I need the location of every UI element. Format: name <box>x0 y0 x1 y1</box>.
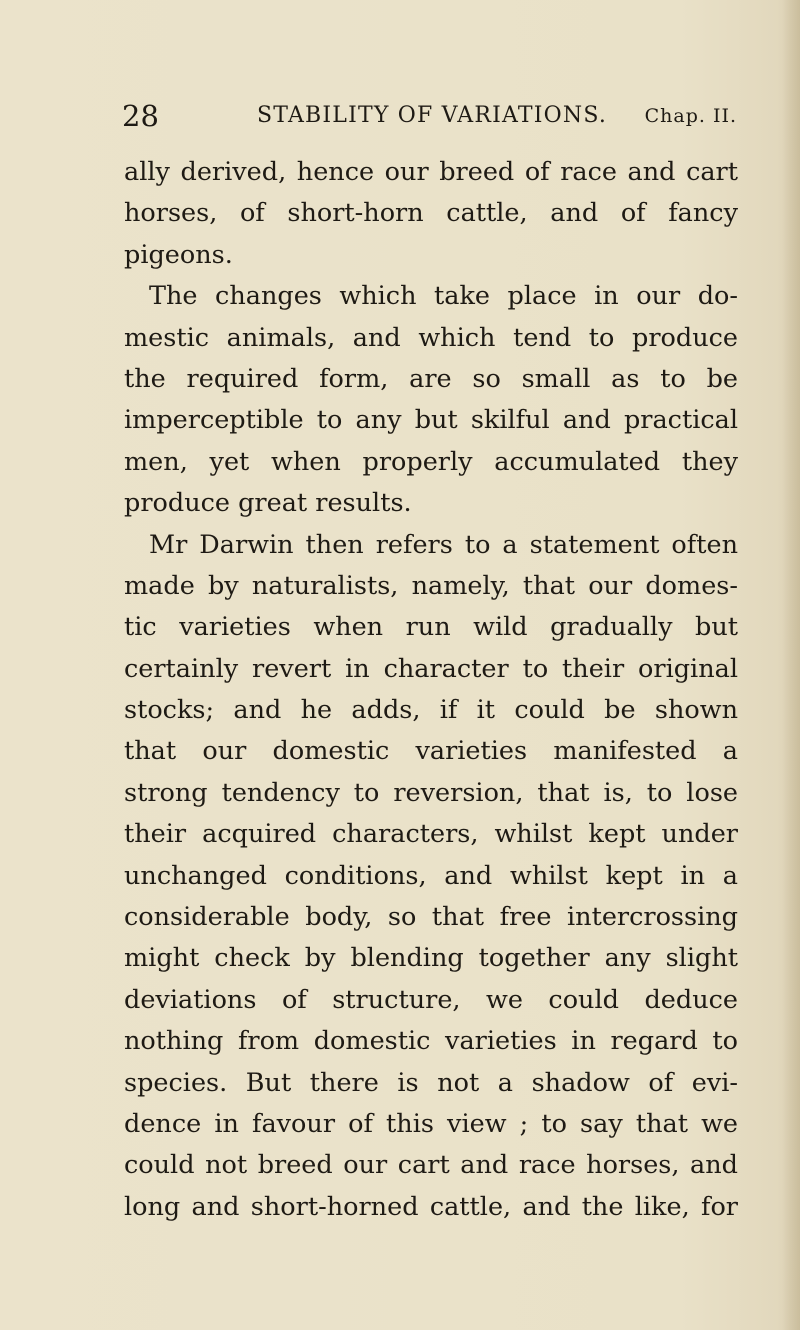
text-line: could not breed our cart and race horses, and <box>124 1150 738 1181</box>
text-line: certainly revert in character to their original <box>124 653 738 684</box>
text-line: tic varieties when run wild gradually but <box>124 612 738 643</box>
text-line: mestic animals, and which tend to produce <box>124 322 738 353</box>
text-line: stocks; and he adds, if it could be shown <box>124 695 738 726</box>
page-edge-shadow <box>782 0 800 1330</box>
text-line: men, yet when properly accumulated they <box>124 446 738 477</box>
page-number: 28 <box>122 99 159 133</box>
text-line: long and short-horned cattle, and the like, for <box>124 1191 738 1222</box>
text-line: deviations of structure, we could deduce <box>124 984 738 1015</box>
text-line: might check by blending together any slight <box>124 943 738 974</box>
text-line: Mr Darwin then refers to a statement often <box>149 529 738 560</box>
text-line: species. But there is not a shadow of evi- <box>124 1067 738 1098</box>
text-line: the required form, are so small as to be <box>124 363 738 394</box>
running-head <box>122 96 737 136</box>
running-title: STABILITY OF VARIATIONS. <box>257 103 608 128</box>
text-line: nothing from domestic varieties in regard to <box>124 1026 738 1057</box>
text-line: ally derived, hence our breed of race and cart <box>124 157 738 187</box>
text-line: strong tendency to reversion, that is, to lose <box>124 777 738 808</box>
text-line: unchanged conditions, and whilst kept in a <box>124 860 738 891</box>
text-line: pigeons. <box>124 239 233 270</box>
text-line: their acquired characters, whilst kept under <box>124 819 738 850</box>
chapter-reference: Chap. II. <box>644 105 737 127</box>
text-line: produce great results. <box>124 488 412 519</box>
text-line: dence in favour of this view ; to say that we <box>124 1108 738 1139</box>
text-line: that our domestic varieties manifested a <box>124 736 738 767</box>
text-line: The changes which take place in our do- <box>149 281 738 312</box>
text-line: considerable body, so that free intercrossing <box>124 902 738 933</box>
text-line: imperceptible to any but skilful and practical <box>124 405 738 436</box>
text-line: horses, of short-horn cattle, and of fancy <box>124 198 738 229</box>
text-line: made by naturalists, namely, that our domes- <box>124 570 738 601</box>
body-text <box>124 152 738 1228</box>
